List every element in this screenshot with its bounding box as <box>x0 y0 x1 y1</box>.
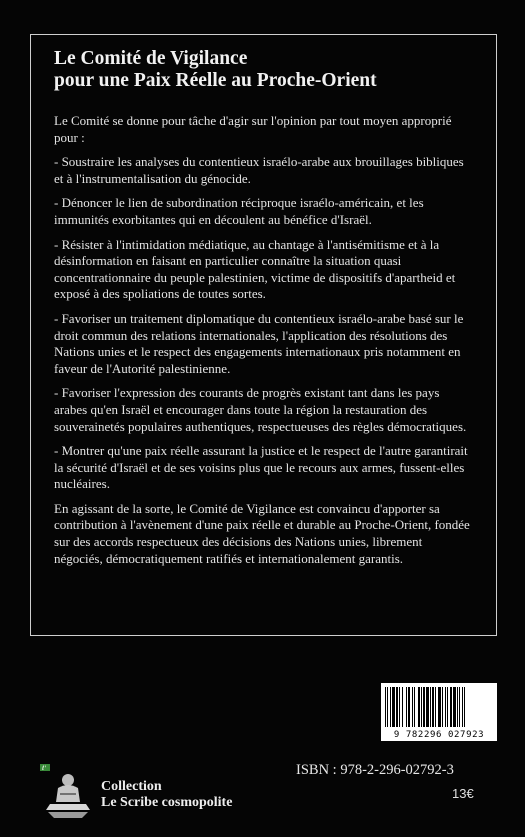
barcode <box>381 683 497 741</box>
paragraph-point: - Montrer qu'une paix réelle assurant la justice et le respect de l'autre garantirait la sécurité d'Israël et de ses voisins plus que le recours aux armes, fussent-elles nucléaires. <box>54 443 468 492</box>
collection-name <box>101 779 232 811</box>
collection-series: Le Scribe cosmopolite <box>101 795 233 810</box>
collection-label: Collection <box>101 779 162 794</box>
page-title <box>54 48 474 92</box>
scribe-logo-icon <box>36 760 98 822</box>
svg-text:ℓ': ℓ' <box>42 765 47 772</box>
paragraph-point: - Dénoncer le lien de subordination réciproque israélo-américain, et les immunités exorbitantes qui en découlent au bénéfice d'Israël. <box>54 195 424 227</box>
title-line-1: Le Comité de Vigilance <box>54 48 248 69</box>
body-text <box>54 113 474 575</box>
paragraph-point: - Favoriser l'expression des courants de progrès existant tant dans les pays arabes qu'en Israël et encourager dans toute la région la restauration des souverainetés populaires authentiques, respectueuses des règles démocratiques. <box>54 385 467 434</box>
barcode-bars <box>385 687 493 727</box>
paragraph-conclusion: En agissant de la sorte, le Comité de Vigilance est convaincu d'apporter sa contribution à l'avènement d'une paix réelle et durable au Proche-Orient, fondée sur des accords respectueux des décisions des Nations unies, librement négociés, démocratiquement ratifiés et internationalement garantis. <box>54 500 470 566</box>
paragraph-point: - Résister à l'intimidation médiatique, au chantage à l'antisémitisme et à la désinformation en faisant en particulier connaître la situation quasi concentrationnaire du peuple palestinien, victime de dispositifs d'apartheid et exposé à des spoliations de toutes sortes. <box>54 236 456 302</box>
isbn-number: ISBN : 978-2-296-02792-3 <box>296 762 454 778</box>
price-label: 13€ <box>452 786 474 801</box>
paragraph-point: - Favoriser un traitement diplomatique du contentieux israélo-arabe basé sur le droit commun des relations internationales, l'application des résolutions des Nations unies et le respect des engagements internationaux pris notamment en faveur de l'Autorité palestinienne. <box>54 310 464 376</box>
paragraph-intro: Le Comité se donne pour tâche d'agir sur l'opinion par tout moyen approprié pour : <box>54 113 452 145</box>
title-line-2: pour une Paix Réelle au Proche-Orient <box>54 70 377 91</box>
barcode-digits: 9 782296 027923 <box>393 730 485 740</box>
paragraph-point: - Soustraire les analyses du contentieux israélo-arabe aux brouillages bibliques et à l'instrumentalisation du génocide. <box>54 154 464 186</box>
